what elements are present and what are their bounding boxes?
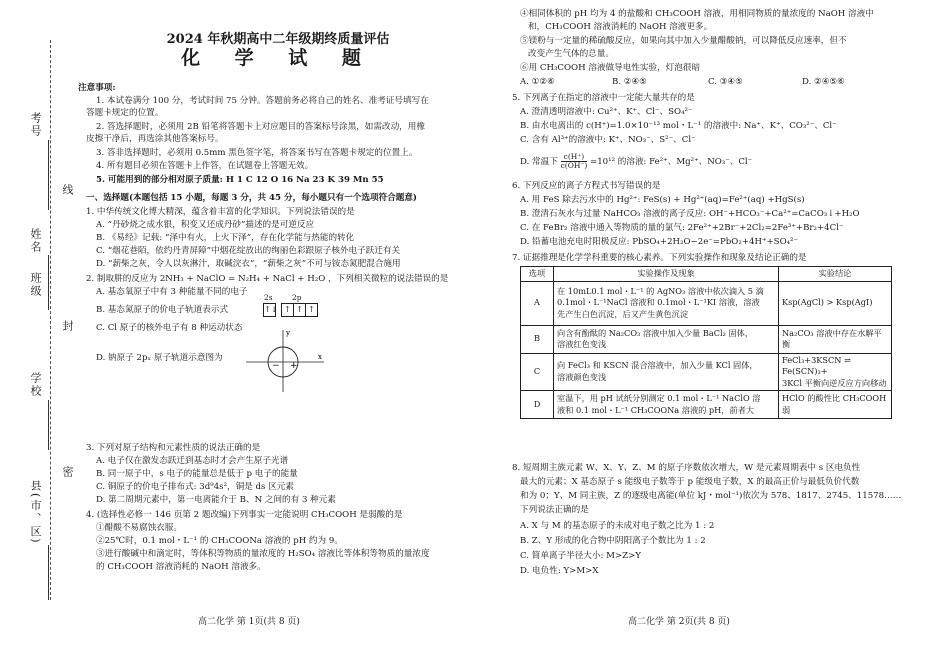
q8-line: 最大的元素；X 基态原子 s 能级电子数等于 p 能级电子数，X 的最高正价与最低负价代数 [520,477,860,487]
q5-option: A. 澄清透明溶液中: Cu²⁺、K⁺、Cl⁻、SO₄²⁻ [520,107,693,117]
q5-option-d-suffix: =10¹² 的溶液: Fe²⁺、Mg²⁺、NO₃⁻、Cl⁻ [590,157,753,167]
q3-stem: 3. 下列对原子结构和元素性质的说法正确的是 [86,443,261,453]
q2-stem: 2. 制取肼的反应为 2NH₃ + NaClO = N₂H₄ + NaCl + H₂O ，下列相关微粒的说法错误的是 [86,274,449,284]
q5-option: C. 含有 Al³⁺的溶液中: K⁺、NO₃⁻、S²⁻、Cl⁻ [520,135,696,145]
q8-line: 8. 短周期主族元素 W、X、Y、Z、M 的原子序数依次增大，W 是元素周期表中 s 区电负性 [512,463,861,473]
q2-option-c: C. Cl 原子的核外电子有 8 种运动状态 [96,323,243,333]
q5-stem: 5. 下列离子在指定的溶液中一定能大量共存的是 [512,93,695,103]
table-header: 实验操作及现象 [554,267,779,282]
conclusion-line: 3KCl 平衡向逆反应方向移动 [782,377,887,388]
q5-fraction [561,153,588,170]
q7-stem: 7. 证据推理是化学学科重要的核心素养。下列实验操作和现象及结论正确的是 [512,253,807,263]
notes-heading: 注意事项: [78,83,116,93]
q4-item: ③进行酸碱中和滴定时，等体积等物质的量浓度的 H₂SO₄ 溶液比等体积等物质的量浓度 [96,549,430,559]
q4-item: ②25℃时，0.1 mol・L⁻¹ 的 CH₃COONa 溶液的 pH 约为 9。 [96,536,343,546]
operation-line: 在 10mL0.1 mol・L⁻¹ 的 AgNO₃ 溶液中依次滴入 5 滴 [557,285,764,296]
q5-option: B. 由水电离出的 c(H⁺)=1.0×10⁻¹³ mol・L⁻¹ 的溶液中: Na⁺、K⁺、CO₃²⁻、Cl⁻ [520,121,837,131]
note-line: 皮擦干净后，再选涂其他答案标号。 [86,134,224,144]
experiment-table [520,266,892,419]
orbital-box-2s: ↑↓ [263,303,276,317]
q4-stem: 4. (选择性必修一 146 页第 2 题改编)下列事实一定能说明 CH₃COOH 是弱酸的是 [86,510,403,520]
row-conclusion [779,353,892,391]
q8-line: 和为 0；Y、M 同主族，Z 的逐级电离能(单位 kJ・mol⁻¹)依次为 578、1817、2745、11578…… [520,491,902,501]
row-operation [554,391,779,419]
seal-line [50,40,51,600]
q8-option: D. 电负性: Y>M>X [520,566,599,576]
q8-line: 下列说法正确的是 [520,505,589,515]
orbital-box-2p-1: ↑ [281,303,294,317]
orbital-box-2p-3: ↑ [305,303,318,317]
q1-stem: 1. 中华传统文化博大精深，蕴含着丰富的化学知识。下列说法错误的是 [86,207,355,217]
y-axis-label: y [286,329,290,337]
table-row [521,353,892,391]
q4-item-cont: ⑥用 CH₃COOH 溶液做导电性实验，灯泡很暗 [520,63,701,73]
plus-sign: + [290,361,298,371]
table-row [521,281,892,325]
exam-title: 2024 年秋期高中二年级期终质量评估 [166,32,390,47]
note-line: 答题卡规定的位置。 [86,108,164,118]
row-operation [554,325,779,353]
p-orbital-diagram [238,326,328,396]
operation-line: 0.1mol・L⁻¹NaCl 溶液和 0.1mol・L⁻¹KI 溶液，溶液 [557,297,760,308]
binding-strip [0,0,74,650]
orbital-box-2p-2: ↑ [293,303,306,317]
x-axis-label: x [318,353,322,361]
note-line: 5. 可能用到的部分相对原子质量: H 1 C 12 O 16 Na 23 K 39 Mn 55 [96,175,384,185]
q4-choice: C. ③④⑤ [708,77,743,87]
page-footer-right: 高二化学 第 2页(共 8 页) [628,617,730,627]
q1-option: A. “丹砂烧之成水银，积变又还成丹砂”描述的是可逆反应 [96,220,315,230]
q4-item-cont: ⑤镁粉与一定量的稀硫酸反应，如果向其中加入少量醋酸钠，可以降低反应速率，但不 [520,36,847,46]
q8-option: C. 简单离子半径大小: M>Z>Y [520,551,641,561]
table-row [521,325,892,353]
minus-sign: − [272,361,280,371]
row-operation [554,353,779,391]
operation-line: 液和 0.1 mol・L⁻¹ CH₃COONa 溶液的 pH，前者大 [557,404,755,415]
operation-line: 向含有酚酞的 Na₂CO₃ 溶液中加入少量 BaCl₂ 固体， [557,327,754,338]
q3-option: B. 同一原子中，s 电子的能量总是低于 p 电子的能量 [96,469,298,479]
table-header-row [521,267,892,282]
page-footer-left: 高二化学 第 1页(共 8 页) [198,617,300,627]
operation-line: 室温下，用 pH 试纸分别测定 0.1 mol・L⁻¹ NaClO 溶 [557,393,761,403]
row-conclusion: Na₂CO₃ 溶液中存在水解平衡 [779,325,892,353]
q6-stem: 6. 下列反应的离子方程式书写错误的是 [512,181,661,191]
row-key: C [521,353,554,391]
label-name: 姓名 [29,228,42,254]
note-line: 2. 答选择题时，必须用 2B 铅笔将答题卡上对应题目的答案标号涂黑，如需改动，用橡 [96,122,425,132]
row-key: B [521,325,554,353]
q4-choice: A. ①②⑥ [520,77,555,87]
q3-option: D. 第二周期元素中，第一电离能介于 B、N 之间的有 3 种元素 [96,495,336,505]
seal-mark-secret: 密 [61,466,74,479]
exam-number-field [48,140,50,210]
table-header: 实验结论 [779,267,892,282]
row-key: D [521,391,554,419]
q2-option-a: A. 基态氧原子中有 3 种能量不同的电子 [96,287,248,297]
q4-item: 的 CH₃COOH 溶液消耗的 NaOH 溶液多。 [96,562,266,572]
note-line: 4. 所有题目必须在答题卡上作答，在试题卷上答题无效。 [96,161,314,171]
q6-option: C. 在 FeBr₂ 溶液中通入等物质的量的氯气: 2Fe²⁺+2Br⁻+2Cl₂=2Fe³⁺+Br₂+4Cl⁻ [520,223,844,233]
q3-option: C. 铜原子的价电子排布式: 3d⁹4s²，铜是 ds 区元素 [96,482,294,492]
orbital-label-2p: 2p [292,293,302,302]
school-field [48,400,50,450]
table-header: 选项 [521,267,554,282]
county-field [48,545,50,600]
orbital-label-2s: 2s [264,293,273,302]
q4-choice: B. ②④⑤ [612,77,647,87]
operation-line: 溶液红色变浅 [557,339,607,349]
operation-line: 溶液颜色变浅 [557,371,607,382]
seal-mark-line: 线 [61,184,74,197]
q5-fraction-num: c(H⁺) [561,153,588,162]
q4-item-cont: ④相同体积的 pH 均为 4 的盐酸和 CH₃COOH 溶液，用相同物质的量浓度的 NaOH 溶液中 [520,9,874,19]
q4-item: ①醋酸不易腐蚀衣服。 [96,523,182,533]
q1-option: C. “烟花巷陌，依约丹青屏障”中烟花绽放出的绚丽色彩跟原子核外电子跃迁有关 [96,246,401,256]
subject-title: 化 学 试 题 [181,47,375,69]
q5-fraction-den: c(OH⁻) [560,161,588,170]
table-row [521,391,892,419]
q3-option: A. 电子仅在激发态跃迁到基态时才会产生原子光谱 [96,456,289,466]
q5-option-d-prefix: D. 常温下 [520,157,558,167]
q4-choice: D. ②④⑤⑥ [802,77,845,87]
seal-mark-seal: 封 [61,320,74,333]
q2-option-b: B. 基态氮原子的价电子轨道表示式 [96,305,229,315]
q4-item-cont: 和，CH₃COOH 溶液消耗的 NaOH 溶液更多。 [528,22,713,32]
q6-option: B. 澄清石灰水与过量 NaHCO₃ 溶液的离子反应: OH⁻+HCO₃⁻+Ca²⁺=CaCO₃↓+H₂O [520,209,860,219]
note-line: 1. 本试卷满分 100 分，考试时间 75 分钟。答题前务必将自己的姓名、准考证号填写在 [96,96,429,106]
q8-option: A. X 与 M 的基态原子的未成对电子数之比为 1 : 2 [520,521,715,531]
label-exam-number: 考号 [29,112,42,138]
q8-option: B. Z、Y 形成的化合物中阴阳离子个数比为 1 : 2 [520,536,706,546]
operation-line: 先产生白色沉淀，后又产生黄色沉淀 [557,308,689,319]
row-conclusion: Ksp(AgCl) > Ksp(AgI) [779,281,892,325]
name-field [48,255,50,310]
label-class: 班级 [29,272,42,298]
q4-item-cont: 改变产生气体的总量。 [528,49,614,59]
q5-option-d [520,153,752,170]
q6-option: A. 用 FeS 除去污水中的 Hg²⁺: FeS(s) + Hg²⁺(aq)=Fe²⁺(aq) +HgS(s) [520,195,805,205]
row-key: A [521,281,554,325]
q6-option: D. 铅蓄电池充电时阳极反应: PbSO₄+2H₂O−2e⁻=PbO₂+4H⁺+SO₄²⁻ [520,237,799,247]
row-operation [554,281,779,325]
section-heading: 一、选择题(本题包括 15 小题，每题 3 分，共 45 分，每小题只有一个选项符合题意) [86,193,417,203]
q1-option: D. “薪柴之灰，令人以灰淋汁，取碱浣衣”，“薪柴之灰”不可与铵态氮肥混合施用 [96,259,401,269]
operation-line: 向 FeCl₃ 和 KSCN 混合溶液中，加入少量 KCl 固体， [557,360,758,371]
q1-option: B. 《易经》记载: “泽中有火，上火下泽”，存在化学能与热能的转化 [96,233,355,243]
note-line: 3. 答非选择题时，必须用 0.5mm 黑色签字笔，将答案书写在答题卡规定的位置上。 [96,148,418,158]
q2-option-d: D. 钠原子 2pₓ 原子轨道示意图为 [96,353,223,363]
row-conclusion: HClO 的酸性比 CH₃COOH 弱 [779,391,892,419]
label-county: 县(市、区) [29,480,42,545]
conclusion-line: FeCl₃+3KSCN ⇌ Fe(SCN)₃+ [782,354,851,376]
label-school: 学校 [29,372,42,398]
